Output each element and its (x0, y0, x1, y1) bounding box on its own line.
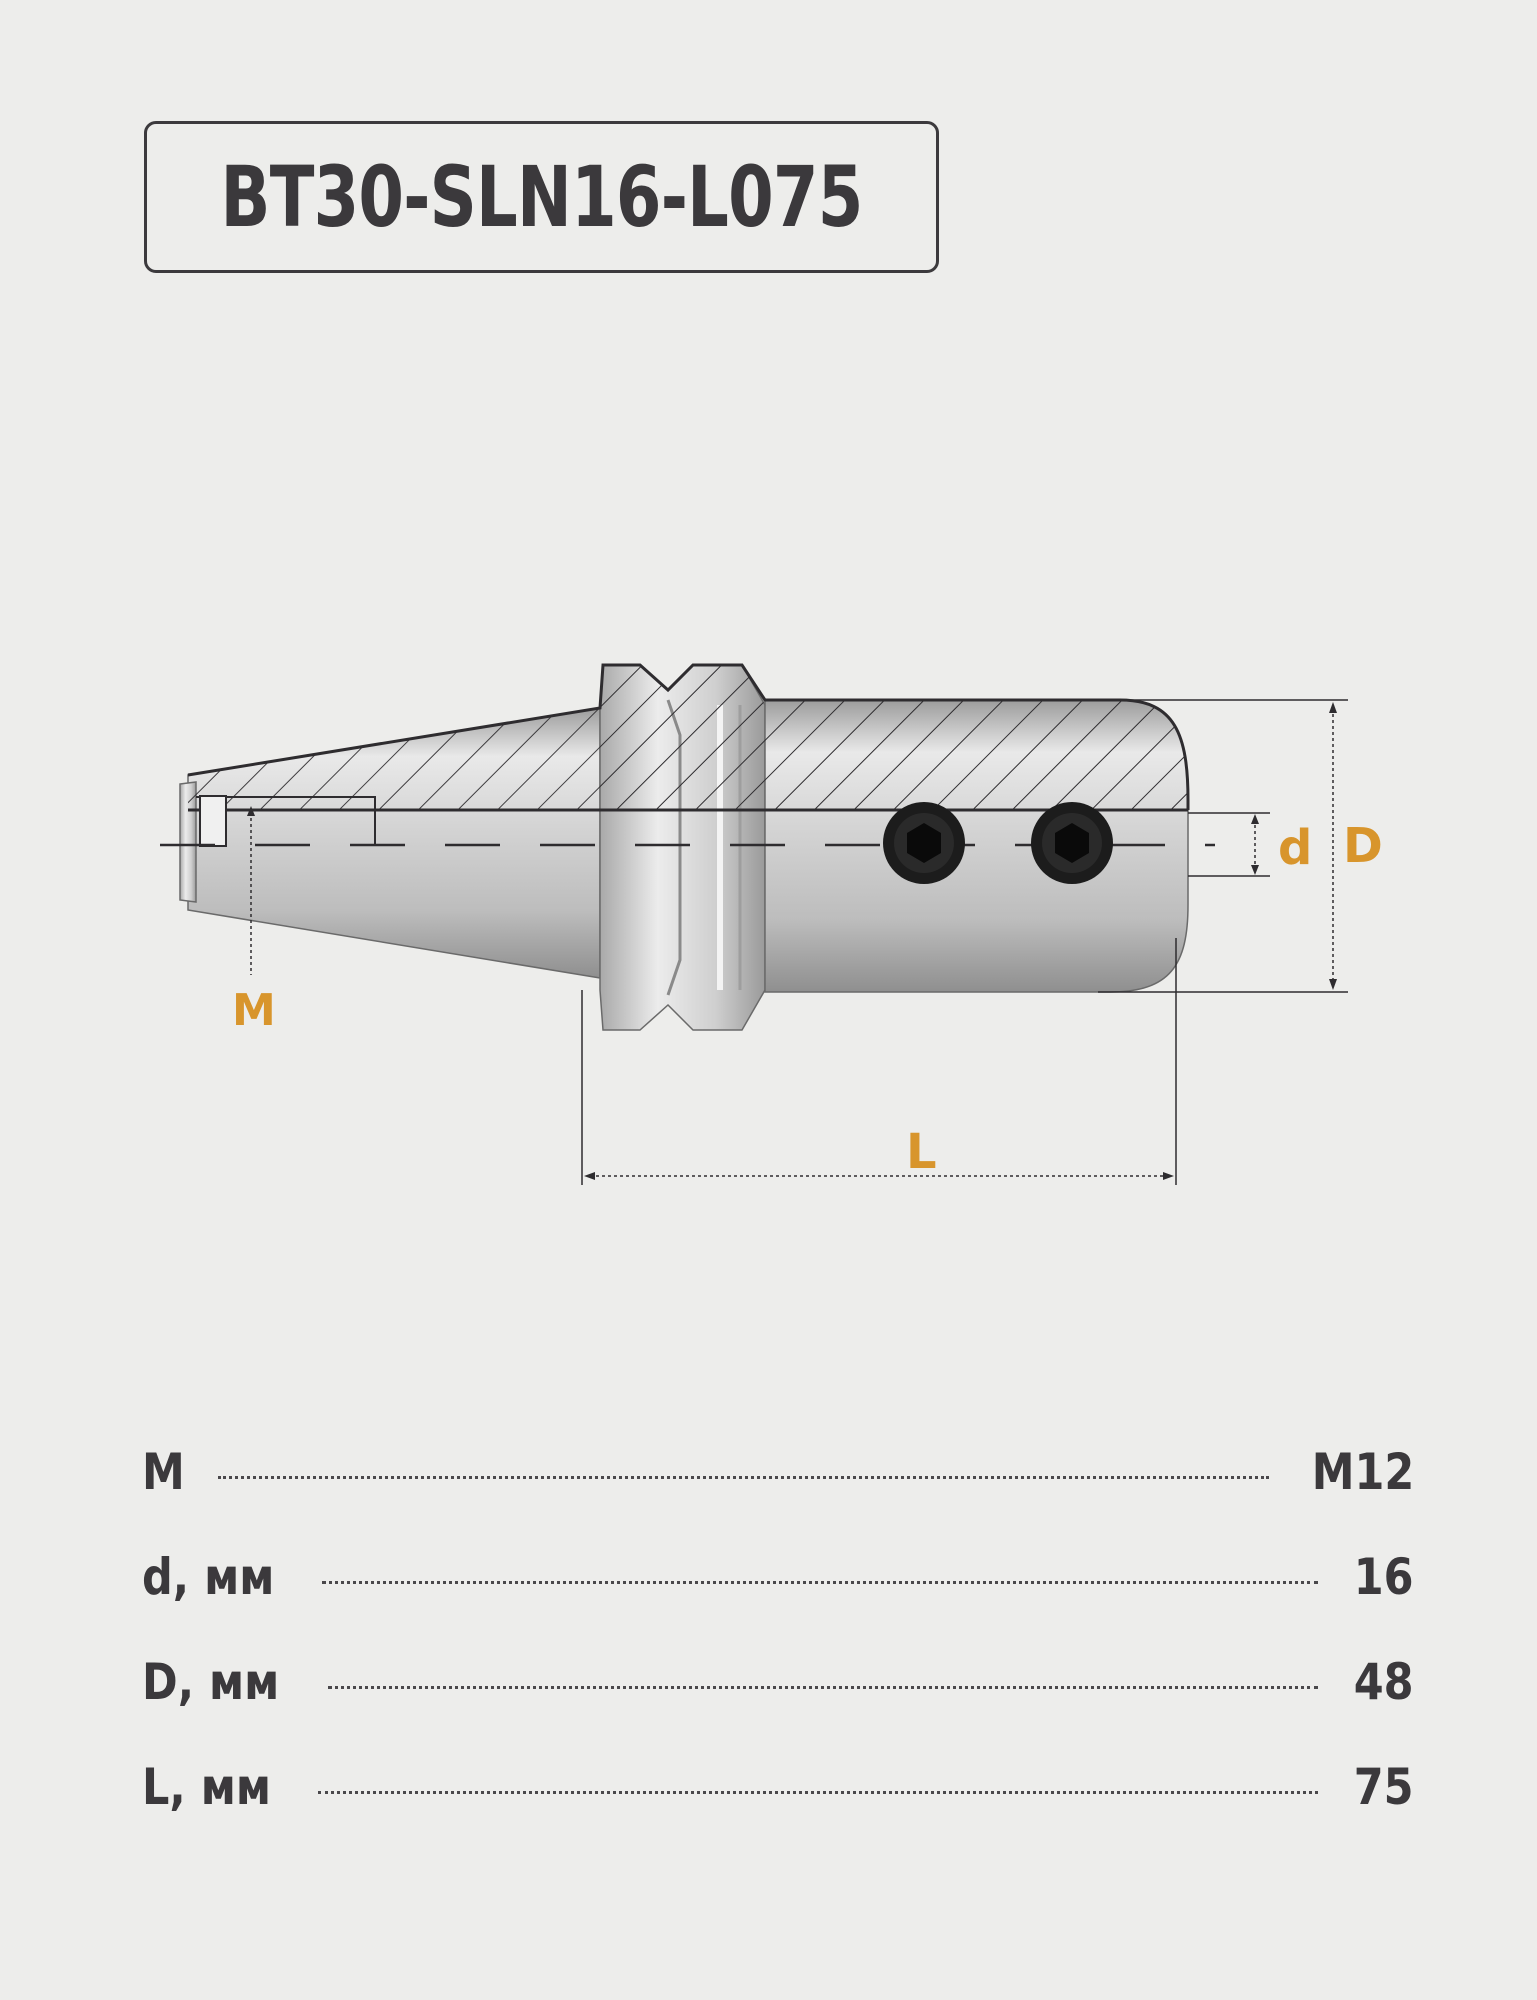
spec-key: L, мм (142, 1758, 271, 1816)
spec-value: 75 (1354, 1758, 1414, 1816)
label-L: L (906, 1124, 937, 1180)
section-hatch (188, 665, 1188, 810)
label-M: M (232, 985, 276, 1036)
spec-row-d (142, 1542, 1414, 1612)
leader-dots (218, 1476, 1269, 1479)
spec-value: 16 (1354, 1548, 1414, 1606)
leader-dots (318, 1791, 1318, 1794)
spec-value: M12 (1311, 1443, 1414, 1501)
spec-row-D (142, 1647, 1414, 1717)
spec-row-L (142, 1752, 1414, 1822)
label-D: D (1343, 818, 1383, 874)
spec-value: 48 (1354, 1653, 1414, 1711)
label-d: d (1278, 820, 1313, 876)
set-screw-1 (883, 802, 965, 884)
spec-row-m (142, 1437, 1414, 1507)
leader-dots (322, 1581, 1318, 1584)
spec-key: M (142, 1443, 185, 1501)
spec-key: D, мм (142, 1653, 280, 1711)
leader-dots (328, 1686, 1319, 1689)
product-title: BT30-SLN16-L075 (220, 148, 863, 246)
spec-key: d, мм (142, 1548, 275, 1606)
set-screw-2 (1031, 802, 1113, 884)
